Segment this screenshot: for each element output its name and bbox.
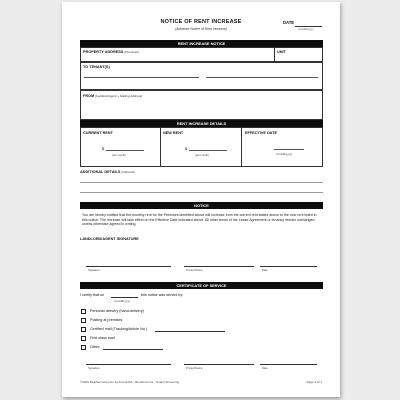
footer-copyright: ©2025 RealServices.com by AmeriUSA · Rental Forms · Tenant Screening bbox=[80, 380, 180, 384]
first-class-mail-checkbox[interactable] bbox=[81, 336, 86, 341]
document-page bbox=[62, 2, 340, 397]
posting-label: Posting at premises bbox=[90, 318, 123, 322]
service-date-format: (mm/dd/yyyy) bbox=[114, 300, 131, 303]
current-rent-currency: $ bbox=[102, 147, 105, 151]
certified-mail-checkbox[interactable] bbox=[81, 327, 86, 332]
from-hint: (Landlord/Agent + Mailing Address) bbox=[95, 94, 143, 98]
form-title: NOTICE OF RENT INCREASE bbox=[160, 19, 242, 25]
current-rent-per-month: (per month) bbox=[112, 154, 126, 157]
service-date-signed-line[interactable] bbox=[260, 364, 317, 365]
other-method-line[interactable] bbox=[103, 349, 163, 350]
effective-date-box[interactable] bbox=[241, 127, 323, 167]
certificate-of-service-heading: CERTIFICATE OF SERVICE bbox=[80, 282, 323, 289]
certify-suffix: this notice was served by: bbox=[141, 293, 184, 297]
effective-date-label: EFFECTIVE DATE bbox=[245, 131, 277, 135]
additional-details-hint: (Optional) bbox=[121, 170, 135, 174]
date-format-hint: (mm/dd/yyyy) bbox=[298, 28, 314, 31]
property-address-hint: (Premises) bbox=[124, 50, 139, 54]
from-label: FROM bbox=[83, 94, 95, 98]
to-tenants-label: TO TENANT(S) bbox=[83, 65, 110, 69]
tenant-name-line-2[interactable] bbox=[206, 77, 318, 78]
posting-checkbox[interactable] bbox=[81, 318, 86, 323]
date-field[interactable] bbox=[295, 26, 322, 27]
property-address-label: PROPERTY ADDRESS bbox=[83, 50, 124, 54]
notice-body: You are hereby notified that the monthly rent for the Premises identified above will increase from the current rent stated above to the new rent listed in this notice. The increase will take effect on the Effective Date indicated above. All other terms of the Lease Agreement or tenancy remain unchanged unless otherwise agreed in writing. bbox=[82, 213, 317, 227]
rent-increase-notice-heading: RENT INCREASE NOTICE bbox=[80, 40, 323, 47]
additional-details-line-2[interactable] bbox=[80, 192, 323, 193]
new-rent-per-month: (per month) bbox=[195, 154, 209, 157]
tracking-number-line[interactable] bbox=[155, 331, 225, 332]
certified-mail-label: Certified mail (Tracking/Article No.) bbox=[90, 327, 148, 331]
unit-box[interactable] bbox=[274, 47, 323, 62]
current-rent-label: CURRENT RENT bbox=[83, 131, 113, 135]
landlord-printed-name-line[interactable] bbox=[184, 266, 254, 267]
landlord-signature-caption: Signature bbox=[88, 269, 100, 272]
tenant-name-line-1[interactable] bbox=[84, 77, 199, 78]
personal-delivery-checkbox[interactable] bbox=[81, 309, 86, 314]
rent-increase-details-heading: RENT INCREASE DETAILS bbox=[80, 120, 323, 127]
landlord-signature-line[interactable] bbox=[86, 266, 171, 267]
service-printed-name-caption: Printed Name bbox=[186, 367, 203, 370]
footer-page-number: Page 1 of 1 bbox=[306, 380, 322, 384]
new-rent-currency: $ bbox=[185, 147, 188, 151]
service-date-line[interactable] bbox=[111, 297, 138, 298]
form-subtitle: (Advance Notice of Rent Increase) bbox=[175, 27, 227, 31]
personal-delivery-label: Personal delivery (hand-delivery) bbox=[90, 309, 144, 313]
current-rent-box[interactable] bbox=[80, 127, 161, 167]
unit-label: UNIT bbox=[277, 50, 286, 54]
other-checkbox[interactable] bbox=[81, 345, 86, 350]
service-printed-name-line[interactable] bbox=[184, 364, 254, 365]
notice-heading: NOTICE bbox=[80, 202, 323, 209]
current-rent-line[interactable] bbox=[106, 150, 144, 151]
effective-date-line[interactable] bbox=[274, 149, 304, 150]
certify-prefix: I certify that on bbox=[80, 293, 105, 297]
additional-details-label: ADDITIONAL DETAILS bbox=[80, 170, 121, 174]
other-label: Other: bbox=[90, 345, 101, 349]
landlord-printed-name-caption: Printed Name bbox=[186, 269, 203, 272]
from-box[interactable] bbox=[80, 90, 323, 120]
effective-date-format: (mm/dd/yyyy) bbox=[276, 153, 293, 156]
new-rent-box[interactable] bbox=[160, 127, 242, 167]
date-label: DATE bbox=[283, 20, 295, 25]
new-rent-label: NEW RENT bbox=[163, 131, 184, 135]
additional-details-line-1[interactable] bbox=[80, 182, 323, 183]
first-class-mail-label: First-class mail bbox=[90, 336, 115, 340]
tenants-box bbox=[80, 62, 323, 90]
service-signature-line[interactable] bbox=[86, 364, 171, 365]
service-date-caption: Date bbox=[262, 367, 268, 370]
signature-heading: LANDLORD/AGENT SIGNATURE bbox=[80, 237, 139, 241]
new-rent-line[interactable] bbox=[189, 150, 227, 151]
landlord-date-line[interactable] bbox=[260, 266, 317, 267]
landlord-date-caption: Date bbox=[262, 269, 268, 272]
service-signature-caption: Signature bbox=[88, 367, 100, 370]
